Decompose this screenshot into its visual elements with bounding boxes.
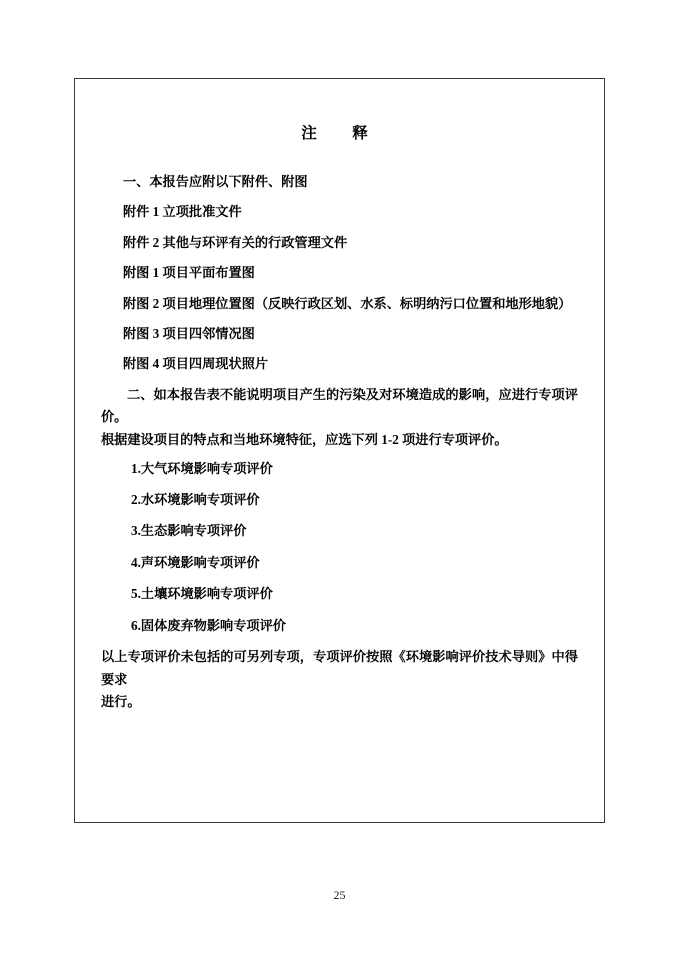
section-two-paragraph	[101, 384, 578, 452]
evaluation-item-2: 2.水环境影响专项评价	[131, 492, 260, 508]
closing-line-2: 进行。	[101, 694, 141, 710]
closing-line-1: 以上专项评价未包括的可另列专项，专项评价按照《环境影响评价技术导则》中得要求	[101, 648, 578, 687]
attachment-item-5: 附图 3 项目四邻情况图	[123, 325, 255, 341]
closing-paragraph	[101, 646, 578, 714]
evaluation-item-6: 6.固体废弃物影响专项评价	[131, 617, 286, 633]
document-content-area	[101, 105, 578, 802]
section-one-heading: 一、本报告应附以下附件、附图	[123, 174, 308, 189]
attachment-item-3: 附图 1 项目平面布置图	[123, 265, 255, 281]
evaluation-item-3: 3.生态影响专项评价	[131, 523, 247, 539]
attachment-item-1: 附件 1 立项批准文件	[123, 204, 242, 220]
section-two-line-2: 根据建设项目的特点和当地环境特征，应选下列 1-2 项进行专项评价。	[101, 432, 508, 448]
document-body	[101, 171, 578, 714]
section-two-line-1: 二、如本报告表不能说明项目产生的污染及对环境造成的影响，应进行专项评价。	[101, 386, 578, 425]
attachment-item-2: 附件 2 其他与环评有关的行政管理文件	[123, 234, 348, 250]
evaluation-item-4: 4.声环境影响专项评价	[131, 554, 260, 570]
evaluation-item-1: 1.大气环境影响专项评价	[131, 460, 273, 476]
attachment-item-4: 附图 2 项目地理位置图（反映行政区划、水系、标明纳污口位置和地形地貌）	[123, 295, 572, 311]
page-number: 25	[333, 888, 346, 902]
document-border-frame	[74, 78, 605, 823]
attachment-item-6: 附图 4 项目四周现状照片	[123, 356, 269, 372]
evaluation-item-5: 5.土壤环境影响专项评价	[131, 586, 273, 602]
page-title: 注 释	[301, 125, 378, 142]
